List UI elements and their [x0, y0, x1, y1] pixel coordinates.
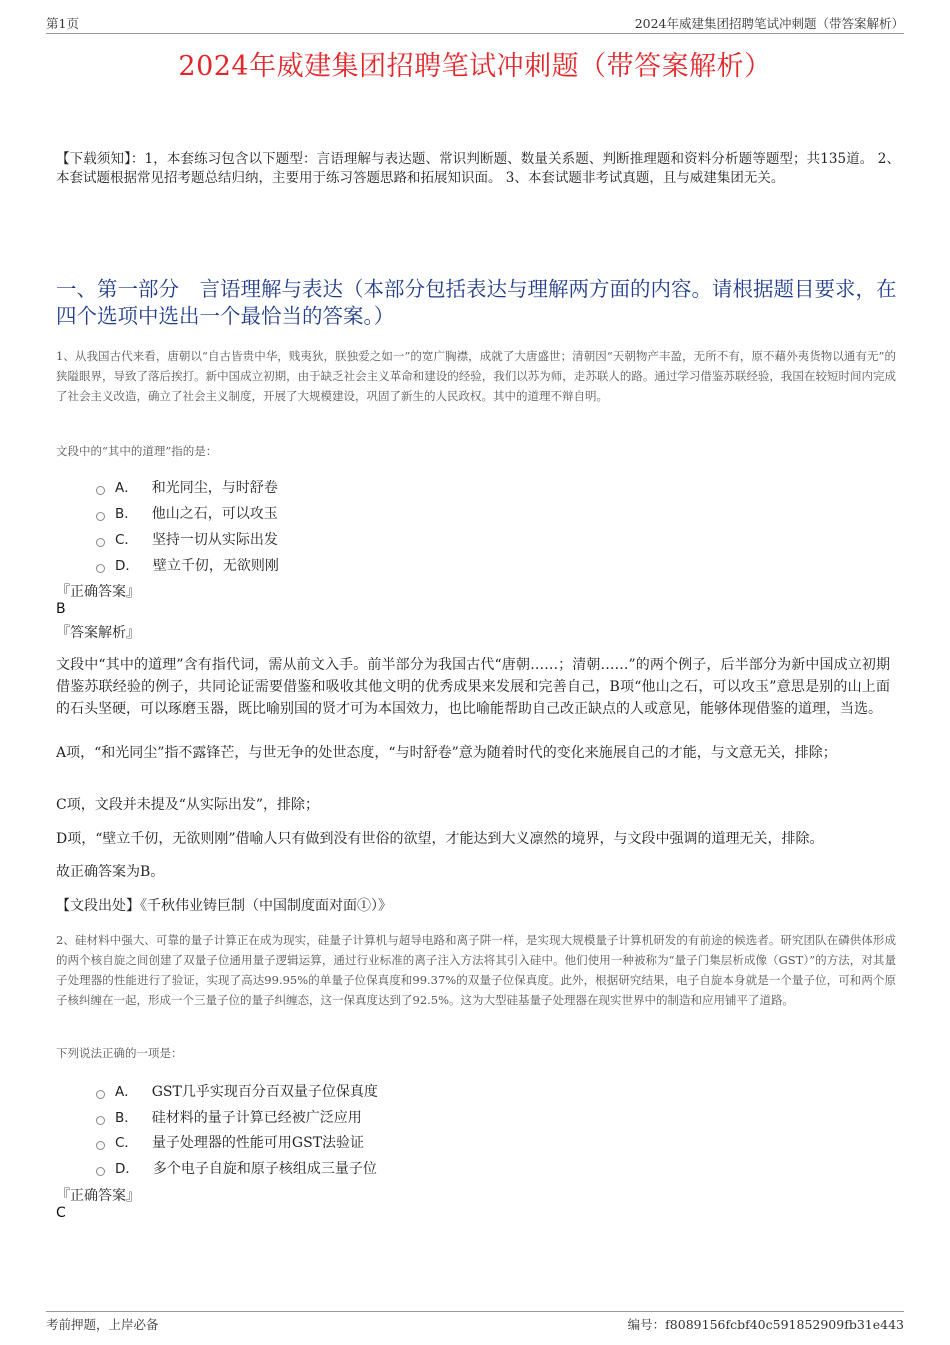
question-1-option-d[interactable]: D． 壁立千仞，无欲则刚: [96, 554, 279, 574]
radio-icon[interactable]: [96, 512, 105, 521]
download-notice: 【下载须知】：1，本套练习包含以下题型：言语理解与表达题、常识判断题、数量关系题、判断推理题和资料分析题等题型；共135道。 2、本套试题根据常见招考题总结归纳，主要用于练习答题思路和拓展知识面。 3、本套试题非考试真题，且与威建集团无关。: [56, 151, 900, 186]
header-divider: [46, 33, 904, 34]
question-2-prompt: 下列说法正确的一项是：: [56, 1046, 183, 1060]
radio-icon[interactable]: [96, 564, 105, 573]
question-1-answer: B: [56, 601, 66, 617]
question-1-analysis-para: 文段中“其中的道理”含有指代词，需从前文入手。前半部分为我国古代“唐朝……；清朝……”的两个例子，后半部分为新中国成立初期借鉴苏联经验的例子，共同论证需要借鉴和吸收其他文明的优秀成果来发展和完善自己，B项“他山之石，可以攻玉”意思是别的山上面的石头坚硬，可以琢磨玉器，既比喻别国的贤才可为本国效力，也比喻能帮助自己改正缺点的人或意见，能够体现借鉴的道理，当选。: [56, 657, 890, 717]
question-2-answer: C: [56, 1205, 66, 1221]
question-1-analysis-label: 『答案解析』: [56, 625, 140, 641]
footer-slogan: 考前押题，上岸必备: [46, 1317, 159, 1332]
question-2-stem: 2、硅材料中强大、可靠的量子计算正在成为现实，硅量子计算机与超导电路和离子阱一样，是实现大规模量子计算机研发的有前途的候选者。研究团队在磷供体形成的两个核自旋之间创建了双量子位通用量子逻辑运算，通过行业标准的离子注入方法将其引入硅中。他们使用一种被称为“量子门集层析成像（GST）”的方法，对其量子处理器的性能进行了验证，实现了高达99.95%的单量子位保真度和99.37%的双量子位保真度。此外，根据研究结果，电子自旋本身就是一个量子位，可和两个原子核纠缠在一起，形成一个三量子位的量子纠缠态，这一保真度达到了92.5%。这为大型硅基量子处理器在现实世界中的制造和应用铺平了道路。: [56, 933, 896, 1007]
footer-divider: [46, 1311, 904, 1312]
question-1-prompt: 文段中的“其中的道理”指的是：: [56, 444, 218, 458]
question-1-source: 【文段出处】《千秋伟业铸巨制（中国制度面对面①）》: [56, 898, 392, 914]
question-2-option-a[interactable]: A． GST几乎实现百分百双量子位保真度: [96, 1080, 378, 1100]
question-1-analysis-para: 故正确答案为B。: [56, 864, 165, 880]
question-1-option-b[interactable]: B． 他山之石，可以攻玉: [96, 502, 278, 522]
question-1-analysis-para: C项，文段并未提及“从实际出发”，排除；: [56, 797, 320, 813]
question-2-option-d[interactable]: D． 多个电子自旋和原子核组成三量子位: [96, 1157, 377, 1177]
question-1-option-a[interactable]: A． 和光同尘，与时舒卷: [96, 476, 278, 496]
radio-icon[interactable]: [96, 486, 105, 495]
page-header: [46, 14, 904, 32]
radio-icon[interactable]: [96, 1090, 105, 1099]
question-1-analysis-para: D项，“壁立千仞，无欲则刚”借喻人只有做到没有世俗的欲望，才能达到大义凛然的境界，与文段中强调的道理无关，排除。: [56, 831, 824, 847]
radio-icon[interactable]: [96, 1141, 105, 1150]
question-2-option-c[interactable]: C． 量子处理器的性能可用GST法验证: [96, 1131, 364, 1151]
question-1-stem: 1、从我国古代来看，唐朝以“自古皆贵中华，贱夷狄，朕独爱之如一”的宽广胸襟，成就了大唐盛世；清朝因“天朝物产丰盈，无所不有，原不藉外夷货物以通有无”的狭隘眼界，导致了落后挨打。新中国成立初期，由于缺乏社会主义革命和建设的经验，我们以苏为师，走苏联人的路。通过学习借鉴苏联经验，我国在较短时间内完成了社会主义改造，确立了社会主义制度，开展了大规模建设，巩固了新生的人民政权。其中的道理不辩自明。: [56, 349, 896, 403]
section-title: 一、第一部分 言语理解与表达（本部分包括表达与理解两方面的内容。请根据题目要求，在四个选项中选出一个最恰当的答案。）: [56, 277, 897, 328]
question-2-option-b[interactable]: B． 硅材料的量子计算已经被广泛应用: [96, 1106, 362, 1126]
question-2-answer-label: 『正确答案』: [56, 1188, 140, 1204]
radio-icon[interactable]: [96, 538, 105, 547]
question-1-option-c[interactable]: C． 坚持一切从实际出发: [96, 528, 278, 548]
document-title: 2024年威建集团招聘笔试冲刺题（带答案解析）: [178, 51, 772, 82]
page-number: 第1页: [46, 16, 79, 31]
radio-icon[interactable]: [96, 1116, 105, 1125]
header-doc-title: 2024年威建集团招聘笔试冲刺题（带答案解析）: [634, 16, 904, 31]
question-1-analysis-para: A项，“和光同尘”指不露锋芒，与世无争的处世态度，“与时舒卷”意为随着时代的变化来施展自己的才能，与文意无关，排除；: [56, 745, 837, 761]
question-1-answer-label: 『正确答案』: [56, 584, 140, 600]
footer-serial: 编号：f8089156fcbf40c591852909fb31e443: [627, 1317, 904, 1332]
radio-icon[interactable]: [96, 1167, 105, 1176]
page-footer: [46, 1315, 904, 1333]
